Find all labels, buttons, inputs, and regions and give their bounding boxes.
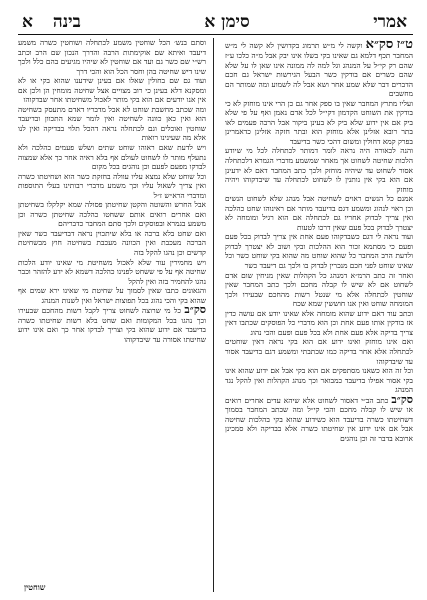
section-marker: סק״ב	[391, 392, 413, 406]
running-header	[18, 8, 413, 32]
document-page	[18, 8, 413, 592]
paragraph: והגאונים כתבו שאין לסמוך על שחיטת מי שאינו ירא שמים אף שהוא בקי והכי נהוג בכל תפוצות ישראל ואין לשנות המנהג	[18, 286, 206, 305]
header-siman: סימן א	[204, 12, 250, 32]
right-opening-paragraph	[225, 38, 413, 99]
paragraph: ואחר זה כתב הרמ״א דמנהג כל הקהלות שאין מניחין שום אדם לשחוט אם לא שיש לו קבלה מחכם ולכך כתב המחבר שאין שוחטין לכתחלה אלא מי שנטל רשות מהחכם שבעירו ולכך המומחה שוחט ואין אנו חוששין שמא שכח	[225, 270, 413, 309]
paragraph: ומה שכתב מחשבת שוחט לא אכל מדבריו דאדם מתעסק בשחיטה הוא ואין כאן כוונה לשחיטה ואין לומר שמא התכוון ובדיעבד שוחטין ואוכלים וגם לכתחלה נראה דהכל תלוי בבדיקה ואין לנו אלא מה שעינינו רואות	[18, 104, 206, 143]
paragraph: ואם אינו מוחזק ואינו ידוע אם הוא בקי נראה דאין שוחטים לכתחלה אלא אחר בדיקה כמו שכתבתי ומשמע דגם בדיעבד אסור עד שיבדקוהו	[225, 337, 413, 366]
header-rule	[18, 34, 413, 35]
header-right-title: אמרי	[373, 12, 407, 32]
bottom-section	[18, 305, 206, 344]
paragraph: וכל זה הוא כשאנו מסתפקים אם הוא בקי אבל אם ידוע שהוא אינו בקי אסור אפילו בדיעבד כמבואר וכך מנהג הקהלות ואין להקל נגד המנהג	[225, 366, 413, 395]
right-column	[225, 38, 413, 592]
header-left-title	[22, 12, 81, 32]
section-marker: סק״ב	[184, 303, 206, 317]
paragraph: ועוד נראה לי דגם כשבדקוהו פעם אחת אין צריך לבדוק בכל פעם ופעם כי מסתמא זכור הוא ההלכות ובקי ושוב לא יצטרך לבדוק ולדעת הרב המחבר כל שהוא שוחט מה שהוא בקי שוחט כשר וכל שאינו שוחט לפני חכם מנכרין לבדוק בו ולכך גם דיעבד כשר	[225, 232, 413, 271]
paragraph: ויש מחמירין עוד שלא לאכול משחיטת מי שאינו יודע הלכות שחיטה אף על פי ששחט לפנינו כהלכה דשמא לא ידע להזהר וכבר נהגו להחמיר בזה ואין להקל	[18, 257, 206, 286]
paragraph: וכל שוחט שלא נמצא עליו עוולה בחזקת כשר הוא ושחיטתו כשרה ואין צריך לשאול עליו וכך משמע מדברי רבותינו בעלי התוספות ומדברי הרא״ש ז״ל	[18, 171, 206, 200]
catchword: שוחטין	[24, 582, 46, 592]
column-divider	[213, 38, 214, 592]
header-left-word: בינה	[52, 12, 81, 32]
paragraph: ויש לדעת שאם ראוהו שוחט שתים ושלש פעמים כהלכה ולא נתעלף מותר לו לשחוט לעולם אף בלא ראיה אחר כך אלא שמצוה לבדקו מפעם לפעם וכן נוהגים בכל מקום	[18, 143, 206, 172]
text-columns	[18, 38, 413, 592]
left-column	[18, 38, 206, 592]
header-left-letter: א	[22, 12, 33, 32]
second-section	[225, 392, 413, 444]
paragraph: אבל החרש והשוטה והקטן שחיטתן פסולה שמא יקלקלו בשחיטתן ואם אחרים רואים אותם ששחטו כהלכה שחיטתן כשרה וכן משמע בגמרא ובפוסקים ולכך סתם המחבר כדבריהם	[18, 200, 206, 229]
paragraph: ואם שחט בלא ברכה או בלא שיתכוין נראה דבדיעבד כשר שאין הברכה מעכבת ואין הכוונה מעכבת בשחיטה חוץ מבשחיטת קדשים וכן נהגו להקל בזה	[18, 228, 206, 258]
opening-head: ט״ז	[396, 38, 413, 52]
paragraph-text: וקשה לי מ״ש תרמוג בקדושין לא קשה לי מ״ש המחבר תכף דלמא גם שאינו בקי בשלו אינו יבק אבל מ״ה כלכו ע״ז שהם רק קי״ל על המנהג וגל למה לה ממונה אינו שאן לו על שלא שהם כשרים אם בודקין כשר הבעל הגירשות ישראל גם חכם הדברים דבר שלא שמע אחר ושא אבל לה לשמוע ומה שמותר הם מחשבים	[225, 41, 413, 99]
opening-marker: סק״א	[365, 38, 394, 52]
paragraph: אמנם כל הנשים ראוים לשחיטה אבל מנהג שלא לשחוט הנשים וכן ראוי לנהוג ומשמע דגם בדיעבד מותר אם ראינוהו שחט כהלכה ואין צריך לבדוק אחריו גם לכתחלה אם הוא רגיל ומומחה לא יצטרך לבדוק בכל פעם שאין דרכו לטעות	[225, 194, 413, 232]
paragraph-text: כל מי שרוצה לשחוט צריך לקבל רשות מהחכם שבעירו וכך נהגו בכל המקומות ואם שחט בלא רשות שחיטתו כשרה בדיעבד אם ידוע שהוא בקי וצריך לבדקו אחר כך ואם אינו ידוע שחיטתו אסורה עד שיבדקוהו	[18, 306, 206, 344]
paragraph: וכתב עוד דאם ידוע שהוא מומחה אלא שאינו יודע אם עושה כדין אז בודקין אותו פעם אחת וכן הוא מדברי כל הפוסקים שכתבו דאין צריך בדיקה אלא פעם אחת ולא בכל פעם ופעם והכי נהוג	[225, 308, 413, 337]
paragraph-text: כתב הב״י דאסור לשחוט אלא שיהא עדים אחרים רואים או שיש לו קבלה מחכם והכי קי״ל ומה שכתב המחבר בסמוך דשחיטתו כשרה בדיעבד הוא כשידוע שהוא בקי בהלכות שחיטה אבל אם אינו ידוע אין שחיטתו כשרה אלא בבדיקה ולא סמכינן ארובא בדבר זה וכן נוהגים	[225, 395, 413, 443]
paragraph: והנה לכאורה היה נראה לומר דמותר לכתחלה לכל מי שיודע הלכות שחיטה לשחוט אך מאחר שמשמע מדברי הגמרא דלכתחלה אסור לשחוט עד שיהיה מוחזק ולכך כתב המחבר דאם לא ידעינן אם הוא בקי אין נותנין לו לשחוט לכתחלה עד שיבדקוהו ויהיה מוחזק	[225, 146, 413, 194]
paragraph: וסתם בנש׳ הכל שוחטין משמע לכתחלה ושוחטין כשרה משמע דיעבד ואיתא שם אוקימתות הרבה והדרך הנכון שם הרב וכתב רש״י שם כשר גם ועד אם שוחטין לא שיהיו מגיעים בהם כלל ולכך שינו דיש שחיטה בהן וחסר הכל הוא והכי דרך	[18, 38, 206, 76]
paragraph: ועוד גם שם בחולין שאלו אם בעינן שידענו שהוא בקי או לא ומסקנא דלא בעינן כי רוב מצויים אצל שחיטה מומחין הן ולכן אם אין אנו יודעים אם הוא בקי מותר לאכול משחיטתו אחר שבדקוהו	[18, 76, 206, 105]
paragraph: ועליו מתרץ המחבר שאין בו ספק אחר גם כן הרי אינו מוחזק לא כי בודקין את השוחט הקדמון דקי״ל לכל אדם נאמן ואף על פי שלא ביק אם אין ידוע שלא ביק לא בעינן ביקור אבל הרבה פעמים לאו בתר רובא אזלינן אלא מוחזק הוא ובתר חזקה אזלינן כדאמרינן בפרק קמא דחולין ומשום דהכי כשר בדיעבד	[225, 98, 413, 146]
